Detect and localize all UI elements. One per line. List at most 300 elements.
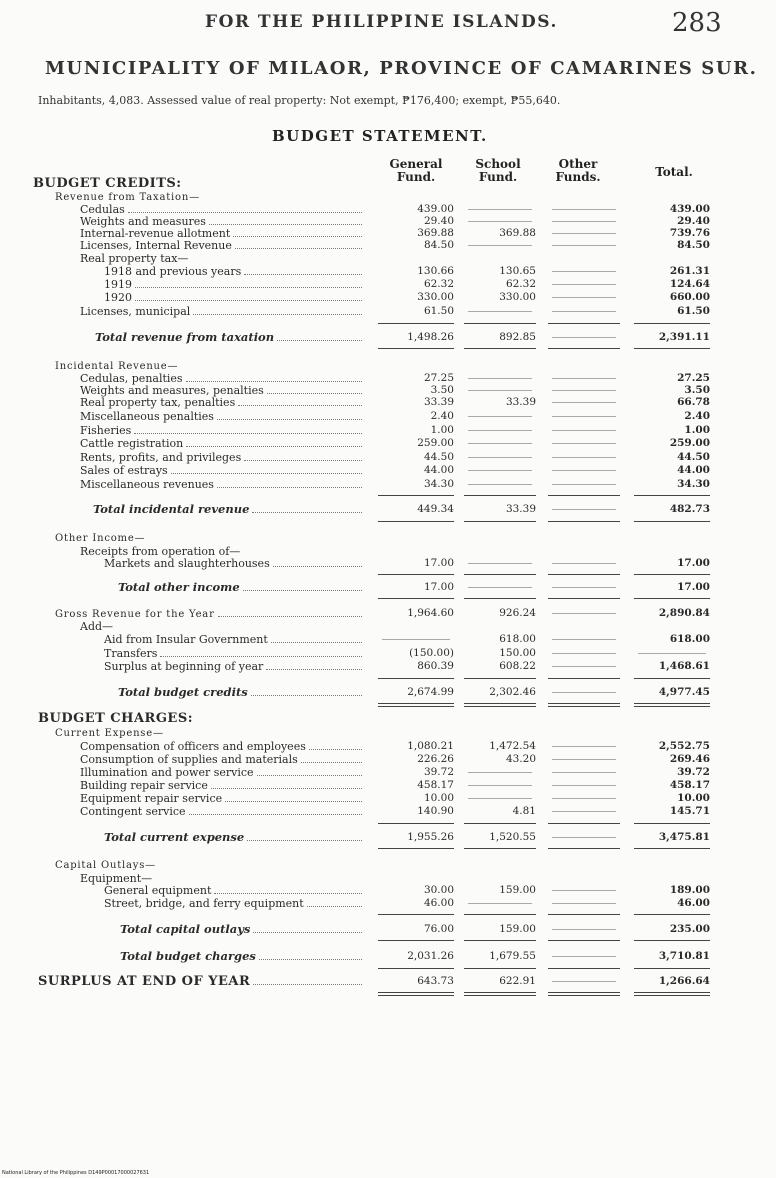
column-header-other: Other Funds. [555,157,601,184]
row-cattle [0,437,776,450]
leader-dots [253,975,362,985]
row-label: Transfers [104,647,158,660]
leader-dots [211,779,362,789]
empty-cell-dash [552,311,616,312]
row-label: Total capital outlays [120,922,251,936]
row-label: Rents, profits, and privileges [80,451,242,464]
general-fund-value: 2,674.99 [407,686,454,698]
empty-cell-dash [552,639,616,640]
school-fund-value: 150.00 [499,647,536,659]
column-rule [634,703,710,707]
leader-dots [186,437,362,447]
leader-dots [301,753,362,763]
leader-dots [128,203,362,213]
total-fund-value: 44.50 [677,451,710,463]
column-rule [378,914,454,915]
row-label: Illumination and power service [80,766,254,779]
general-fund-value: 62.32 [423,278,454,290]
general-fund-value: 458.17 [417,779,454,791]
school-fund-value: 159.00 [499,884,536,896]
page-number: 283 [672,8,722,38]
column-rule [634,940,710,941]
leader-dots [189,805,362,815]
general-fund-value: 30.00 [423,884,454,896]
total-fund-value: 1,468.61 [658,660,710,672]
total-fund-value: 3.50 [684,384,710,396]
column-rule [548,848,620,849]
row-illum [0,766,776,779]
column-rule [464,992,536,996]
total-fund-value: 235.00 [669,923,710,935]
column-rule [548,495,620,496]
general-fund-value: 46.00 [423,897,454,909]
empty-cell-dash [552,457,616,458]
general-fund-value: 259.00 [417,437,454,449]
total-fund-value: 66.78 [677,396,710,408]
total-fund-value: 482.73 [669,503,710,515]
total-fund-value: 3,710.81 [658,950,710,962]
column-rule [548,598,620,599]
row-label: Real property tax— [80,252,189,265]
general-fund-value: 439.00 [417,203,454,215]
row-label: General equipment [104,884,212,897]
column-rule [464,574,536,575]
general-fund-value: 33.39 [423,396,454,408]
general-fund-value: 29.40 [423,215,454,227]
school-fund-value: 618.00 [499,633,536,645]
leader-dots [244,451,362,461]
row-gen-equip [0,884,776,897]
empty-cell-dash [468,311,532,312]
empty-cell-dash [552,903,616,904]
column-rule [548,992,620,996]
total-fund-value: 269.46 [669,753,710,765]
total-fund-value: 17.00 [677,557,710,569]
row-label: Total other income [118,580,240,594]
leader-dots [214,884,362,894]
school-fund-value: 892.85 [499,331,536,343]
column-header-total: Total. [655,165,693,179]
empty-cell-dash [552,390,616,391]
column-rule [464,968,536,969]
total-fund-value: 84.50 [677,239,710,251]
school-fund-value: 1,520.55 [489,831,536,843]
row-label: Capital Outlays— [55,860,156,871]
budget-credits-heading [0,177,776,190]
column-rule [548,348,620,349]
row-label: 1918 and previous years [104,265,242,278]
column-rule [634,968,710,969]
row-label: Equipment— [80,872,153,885]
empty-cell-dash [552,772,616,773]
leader-dots [251,686,362,696]
row-rp-pen [0,396,776,409]
row-aid [0,633,776,646]
total-fund-value: 458.17 [669,779,710,791]
row-street-equip [0,897,776,910]
row-licenses-muni [0,305,776,318]
row-rp-1919 [0,278,776,291]
column-header-school: School Fund. [475,157,521,184]
leader-dots [160,647,362,657]
row-label: 1920 [104,291,132,304]
general-fund-value: 17.00 [423,581,454,593]
inhabitants-line: Inhabitants, 4,083. Assessed value of real property: Not exempt, ₱176,400; exempt, ₱55,640. [38,94,561,107]
column-rule [378,968,454,969]
school-fund-value: 622.91 [499,975,536,987]
column-rule [548,914,620,915]
empty-cell-dash [468,390,532,391]
row-label: Incidental Revenue— [55,361,179,372]
leader-dots [266,660,362,670]
leader-dots [257,766,362,776]
add-heading [0,620,776,633]
empty-cell-dash [468,587,532,588]
column-rule [548,678,620,679]
general-fund-value: 1,964.60 [407,607,454,619]
total-fund-value: 34.30 [677,478,710,490]
column-rule [634,323,710,324]
empty-cell-dash [552,245,616,246]
general-fund-value: 860.39 [417,660,454,672]
empty-cell-dash [552,470,616,471]
row-label: Total incidental revenue [93,502,250,516]
column-rule [634,348,710,349]
empty-cell-dash [552,271,616,272]
empty-cell-dash [552,563,616,564]
row-label: 1919 [104,278,132,291]
total-fund-value: 10.00 [677,792,710,804]
empty-cell-dash [552,402,616,403]
school-fund-value: 33.39 [505,503,536,515]
row-markets [0,557,776,570]
general-fund-value: 44.50 [423,451,454,463]
general-fund-value: 369.88 [417,227,454,239]
school-fund-value: 608.22 [499,660,536,672]
leader-dots [218,607,362,617]
column-rule [464,495,536,496]
column-rule [378,495,454,496]
row-label: Weights and measures, penalties [80,384,264,397]
row-label: Add— [80,620,114,633]
general-fund-value: 27.25 [423,372,454,384]
row-label: Equipment repair service [80,792,223,805]
row-label: Weights and measures [80,215,206,228]
row-label: Licenses, municipal [80,305,191,318]
column-rule [634,678,710,679]
column-rule [378,823,454,824]
column-rule [464,521,536,522]
general-fund-value: 2.40 [430,410,454,422]
general-fund-value: 643.73 [417,975,454,987]
empty-cell-dash [552,653,616,654]
row-label: Cattle registration [80,437,184,450]
row-estrays [0,464,776,477]
leader-dots [235,239,362,249]
row-label: Revenue from Taxation— [55,192,200,203]
leader-dots [253,923,362,933]
empty-cell-dash [552,811,616,812]
statement-title: BUDGET STATEMENT. [272,127,488,145]
leader-dots [273,557,362,567]
row-label: Receipts from operation of— [80,545,241,558]
column-rule [464,323,536,324]
column-rule [378,348,454,349]
empty-cell-dash [552,929,616,930]
running-head: FOR THE PHILIPPINE ISLANDS. [205,12,558,32]
school-fund-value: 43.20 [505,753,536,765]
column-rule [378,598,454,599]
total-fund-value: 261.31 [669,265,710,277]
leader-dots [267,384,362,394]
library-footer: National Library of the Philippines D149P00017000027631 [2,1170,150,1176]
row-label: Total revenue from taxation [95,330,275,344]
empty-cell-dash [468,416,532,417]
general-fund-value: 84.50 [423,239,454,251]
total-fund-value: 61.50 [677,305,710,317]
column-rule [378,940,454,941]
total-fund-value: 189.00 [669,884,710,896]
total-fund-value: 2,890.84 [658,607,710,619]
column-rule [464,914,536,915]
row-comp [0,740,776,753]
empty-cell-dash [552,785,616,786]
row-label: Building repair service [80,779,208,792]
empty-cell-dash [552,692,616,693]
school-fund-value: 369.88 [499,227,536,239]
column-rule [548,323,620,324]
general-fund-value: 61.50 [423,305,454,317]
school-fund-value: 926.24 [499,607,536,619]
total-fund-value: 739.76 [669,227,710,239]
column-header-general: General Fund. [389,157,443,184]
empty-cell-dash [552,890,616,891]
empty-cell-dash [468,221,532,222]
row-total-incidental [0,503,776,516]
row-label: Other Income— [55,533,146,544]
empty-cell-dash [552,284,616,285]
column-rule [464,848,536,849]
row-total-charges [0,950,776,963]
total-fund-value: 259.00 [669,437,710,449]
row-licenses-ir [0,239,776,252]
row-total-capital [0,923,776,936]
column-rule [464,823,536,824]
column-rule [378,323,454,324]
empty-cell-dash [468,443,532,444]
school-fund-value: 159.00 [499,923,536,935]
empty-cell-dash [468,772,532,773]
leader-dots [307,897,362,907]
empty-cell-dash [468,245,532,246]
total-fund-value: 46.00 [677,897,710,909]
column-rule [378,848,454,849]
empty-cell-dash [552,430,616,431]
empty-cell-dash [552,981,616,982]
total-fund-value: 44.00 [677,464,710,476]
empty-cell-dash [552,587,616,588]
empty-cell-dash [468,378,532,379]
row-label: Markets and slaughterhouses [104,557,270,570]
general-fund-value: 2,031.26 [407,950,454,962]
empty-cell-dash [468,798,532,799]
empty-cell-dash [552,837,616,838]
school-fund-value: 130.65 [499,265,536,277]
total-fund-value: 3,475.81 [658,831,710,843]
column-rule [548,968,620,969]
column-rule [378,574,454,575]
row-contingent [0,805,776,818]
row-label: Aid from Insular Government [104,633,268,646]
other-income-heading [0,532,776,545]
row-total-current [0,831,776,844]
total-fund-value: 124.64 [669,278,710,290]
row-label: Surplus at beginning of year [104,660,264,673]
empty-cell-dash [468,484,532,485]
total-fund-value: 1.00 [684,424,710,436]
row-label: Street, bridge, and ferry equipment [104,897,304,910]
column-rule [634,574,710,575]
total-fund-value: 2,552.75 [658,740,710,752]
general-fund-value: 39.72 [423,766,454,778]
column-rule [634,914,710,915]
leader-dots [277,331,362,341]
school-fund-value: 330.00 [499,291,536,303]
row-label: SURPLUS AT END OF YEAR [38,974,251,989]
empty-cell-dash [468,563,532,564]
general-fund-value: 44.00 [423,464,454,476]
row-label: Miscellaneous penalties [80,410,214,423]
row-label: Sales of estrays [80,464,168,477]
leader-dots [225,792,362,802]
empty-cell-dash [552,798,616,799]
column-rule [464,598,536,599]
leader-dots [171,464,362,474]
leader-dots [247,831,362,841]
leader-dots [259,950,362,960]
current-expense-heading [0,727,776,740]
total-fund-value: 29.40 [677,215,710,227]
row-label: Total budget charges [120,949,256,963]
total-fund-value: 2.40 [684,410,710,422]
leader-dots [217,478,362,488]
empty-cell-dash [552,613,616,614]
leader-dots [233,227,362,237]
empty-cell-dash [382,639,450,640]
leader-dots [134,424,362,434]
general-fund-value: 34.30 [423,478,454,490]
leader-dots [243,581,362,591]
total-fund-value: 439.00 [669,203,710,215]
school-fund-value: 1,679.55 [489,950,536,962]
school-fund-value: 2,302.46 [489,686,536,698]
municipality-title: MUNICIPALITY OF MILAOR, PROVINCE OF CAMARINES SUR. [45,58,758,79]
column-rule [634,495,710,496]
leader-dots [271,633,362,643]
column-rule [464,348,536,349]
empty-cell-dash [552,443,616,444]
general-fund-value: 1.00 [430,424,454,436]
row-misc-pen [0,410,776,423]
row-rents [0,451,776,464]
empty-cell-dash [552,378,616,379]
empty-cell-dash [638,653,706,654]
empty-cell-dash [552,509,616,510]
total-fund-value: 17.00 [677,581,710,593]
empty-cell-dash [552,746,616,747]
row-label: Fisheries [80,424,132,437]
empty-cell-dash [552,297,616,298]
row-gross [0,607,776,620]
row-label: Miscellaneous revenues [80,478,214,491]
row-fisheries [0,424,776,437]
column-rule [548,940,620,941]
row-transfers [0,647,776,660]
leader-dots [238,396,362,406]
school-fund-value: 1,472.54 [489,740,536,752]
row-label: Cedulas [80,203,125,216]
school-fund-value: 33.39 [505,396,536,408]
total-fund-value: 1,266.64 [658,975,710,987]
row-label: Current Expense— [55,728,164,739]
leader-dots [244,265,362,275]
budget-charges-heading [0,712,776,725]
row-misc-rev [0,478,776,491]
leader-dots [135,278,362,288]
total-fund-value: 145.71 [669,805,710,817]
empty-cell-dash [552,337,616,338]
empty-cell-dash [468,470,532,471]
row-label: BUDGET CHARGES: [38,711,194,726]
empty-cell-dash [552,221,616,222]
empty-cell-dash [552,209,616,210]
school-fund-value: 4.81 [512,805,536,817]
row-rp-1920 [0,291,776,304]
total-fund-value: 660.00 [669,291,710,303]
general-fund-value: 226.26 [417,753,454,765]
column-rule [464,703,536,707]
general-fund-value: 10.00 [423,792,454,804]
empty-cell-dash [468,457,532,458]
general-fund-value: 1,080.21 [407,740,454,752]
empty-cell-dash [552,416,616,417]
empty-cell-dash [468,785,532,786]
leader-dots [252,503,362,513]
column-rule [378,703,454,707]
column-rule [548,521,620,522]
general-fund-value: 330.00 [417,291,454,303]
general-fund-value: 3.50 [430,384,454,396]
row-label: Licenses, Internal Revenue [80,239,232,252]
general-fund-value: (150.00) [409,647,454,659]
column-rule [634,521,710,522]
row-supplies [0,753,776,766]
general-fund-value: 449.34 [417,503,454,515]
total-fund-value: 27.25 [677,372,710,384]
row-label: BUDGET CREDITS: [33,176,182,191]
general-fund-value: 130.66 [417,265,454,277]
column-rule [464,678,536,679]
column-rule [378,521,454,522]
general-fund-value: 1,498.26 [407,331,454,343]
row-label: Contingent service [80,805,186,818]
row-label: Compensation of officers and employees [80,740,306,753]
general-fund-value: 76.00 [423,923,454,935]
column-rule [634,848,710,849]
column-rule [548,574,620,575]
total-fund-value: 39.72 [677,766,710,778]
total-fund-value: 2,391.11 [658,331,710,343]
